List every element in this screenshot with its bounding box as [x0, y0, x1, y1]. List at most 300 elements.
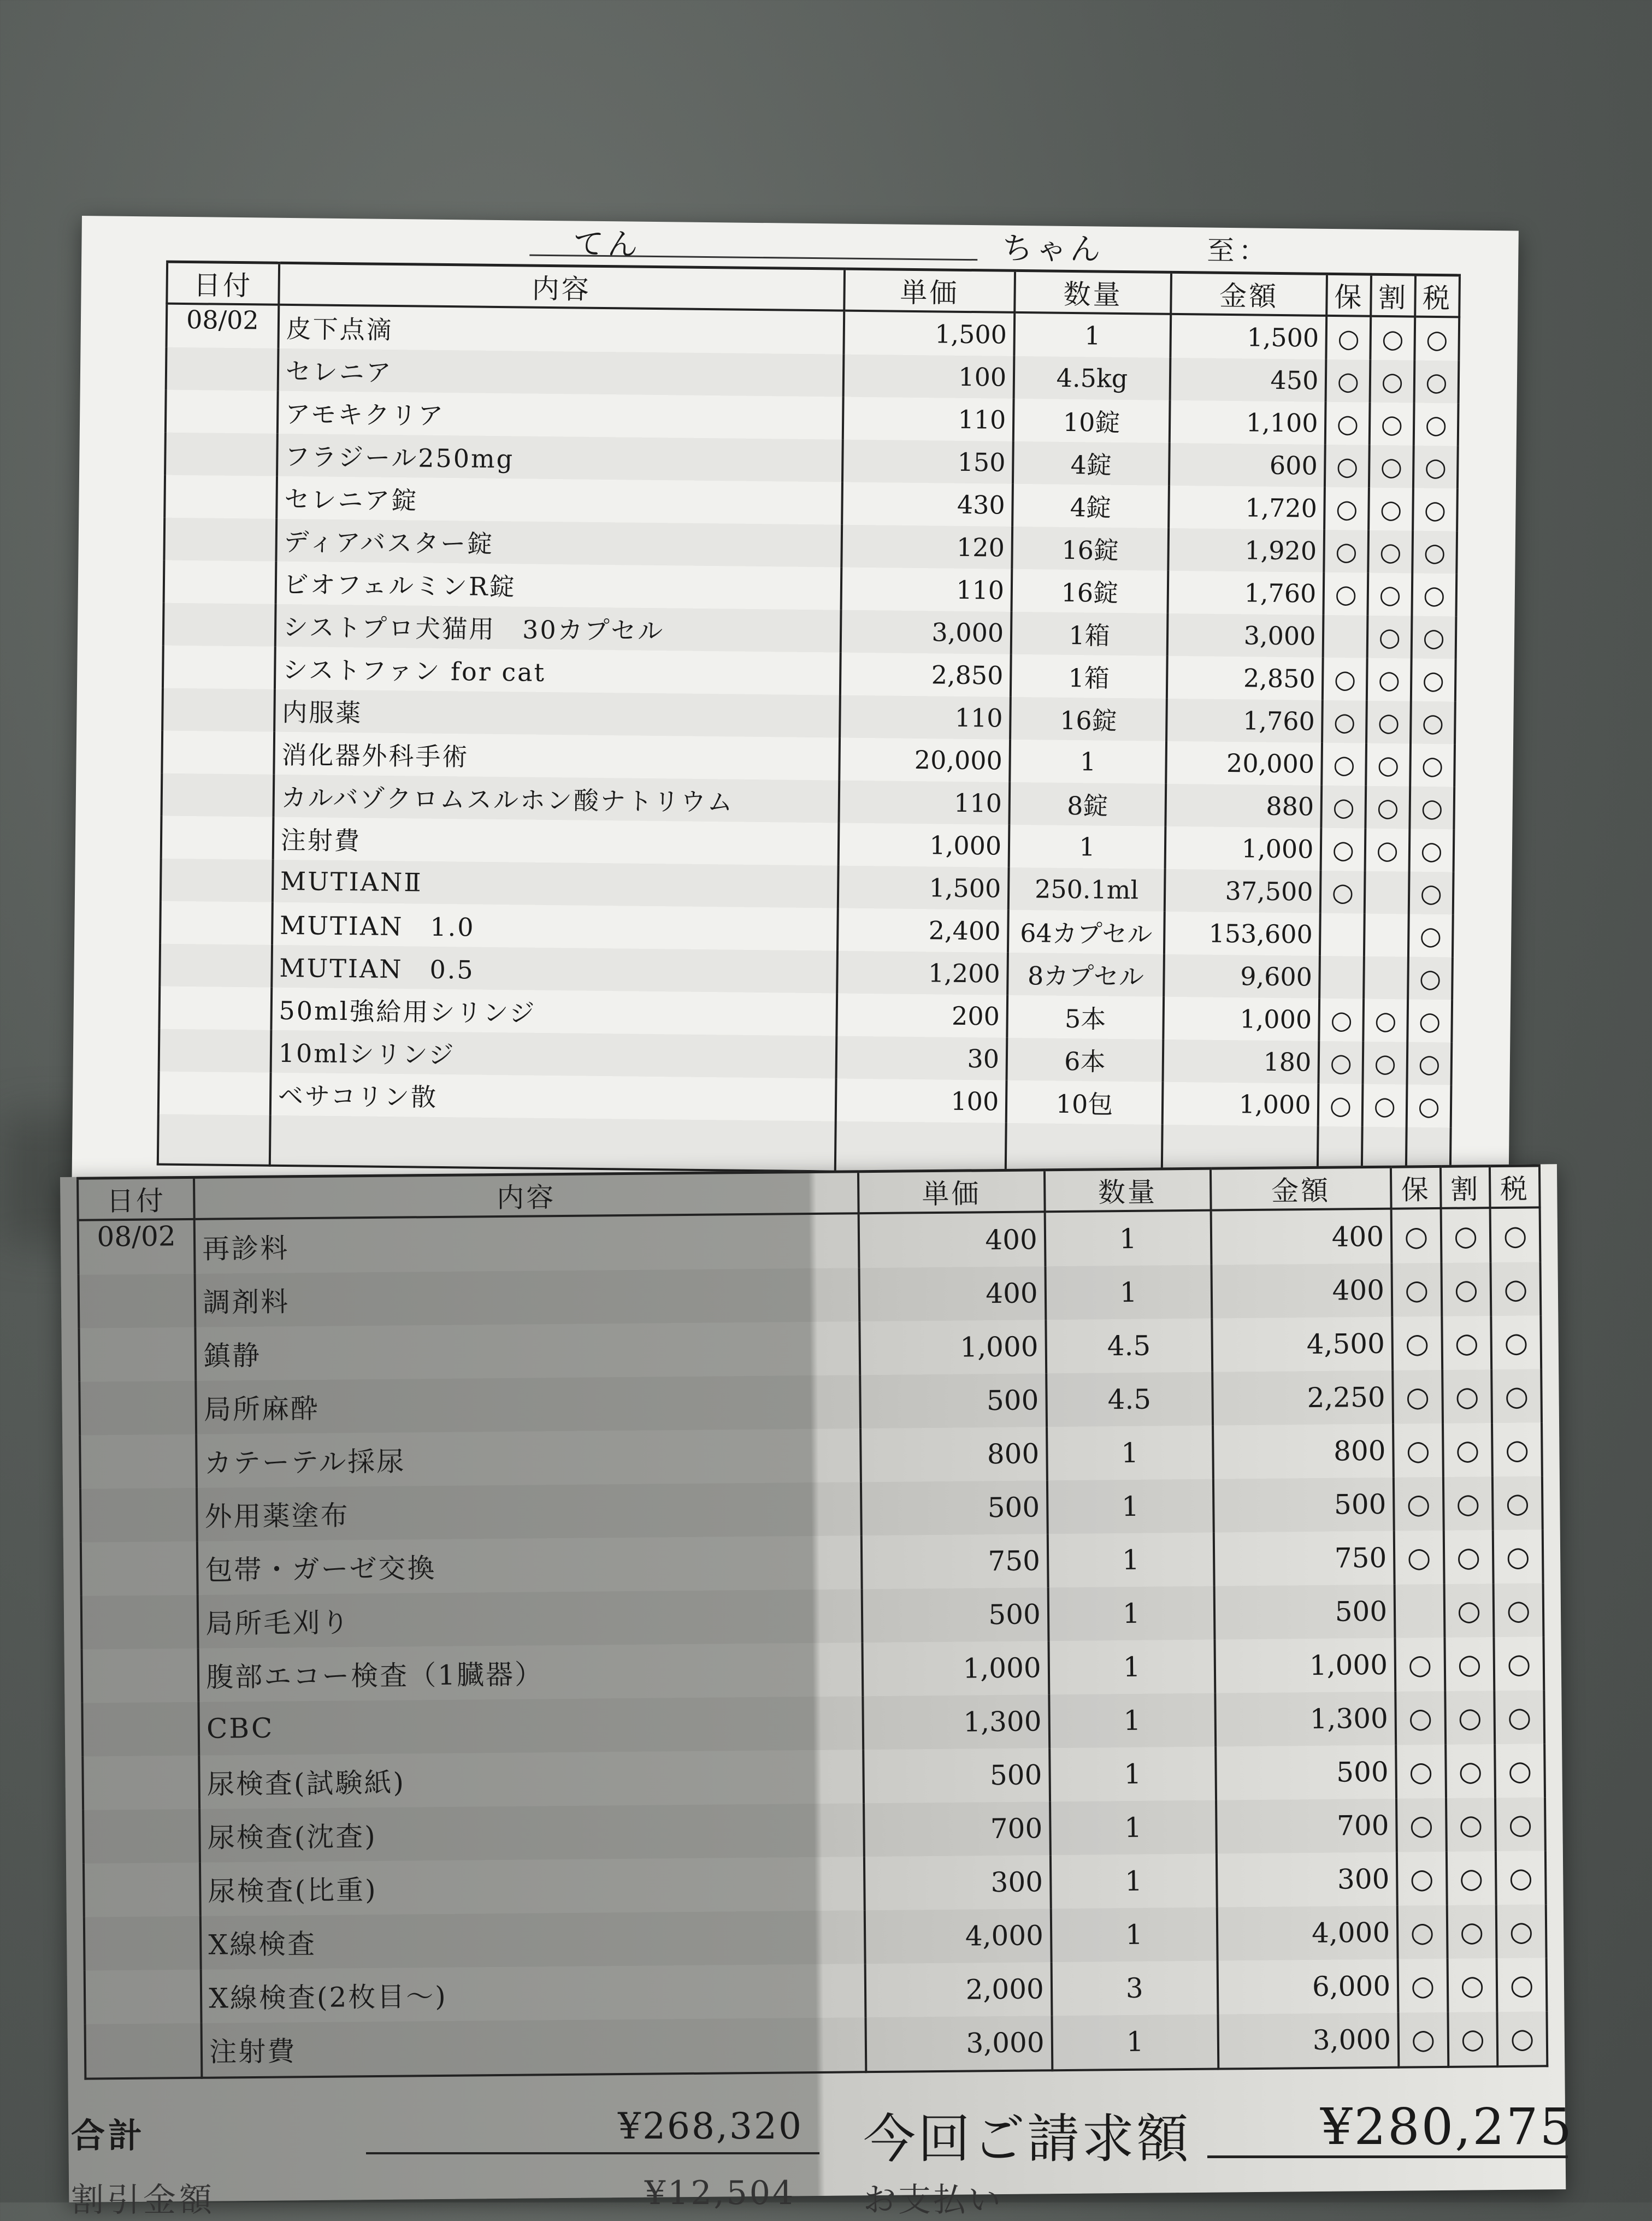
row-date [158, 1072, 271, 1115]
row-insurance-flag: ○ [1395, 1691, 1445, 1745]
row-date [161, 816, 274, 860]
row-amount: 1,100 [1170, 400, 1326, 445]
row-unit-price: 700 [864, 1801, 1051, 1857]
row-unit-price: 400 [859, 1266, 1046, 1321]
row-tax-flag: ○ [1491, 1262, 1541, 1316]
row-amount: 880 [1165, 784, 1321, 828]
row-unit-price: 200 [836, 994, 1007, 1038]
row-insurance-flag [1320, 913, 1365, 956]
invoice-rows-upper [158, 304, 1459, 1178]
row-tax-flag: ○ [1413, 488, 1458, 531]
row-amount: 1,720 [1169, 486, 1325, 530]
row-item: 皮下点滴 [278, 305, 844, 355]
row-insurance-flag: ○ [1325, 487, 1370, 530]
row-discount-flag: ○ [1445, 1691, 1495, 1745]
row-date [163, 603, 276, 647]
row-date [162, 731, 274, 775]
row-unit-price: 1,500 [837, 866, 1008, 910]
invoice-rows-lower [78, 1207, 1548, 2078]
row-item: 注射費 [202, 2017, 866, 2078]
row-amount: 1,000 [1163, 997, 1319, 1041]
row-discount-flag [1364, 956, 1408, 1000]
row-date [79, 1381, 196, 1436]
row-unit-price: 750 [861, 1534, 1048, 1589]
payment-label-cut: お支払い [863, 2181, 1003, 2219]
row-discount-flag: ○ [1370, 403, 1414, 446]
row-insurance-flag: ○ [1322, 743, 1367, 786]
row-date [82, 1649, 199, 1703]
row-date [162, 688, 275, 732]
row-amount: 153,600 [1164, 912, 1320, 956]
row-amount: 500 [1213, 1478, 1394, 1533]
row-discount-flag [1365, 871, 1409, 914]
row-amount: 1,760 [1167, 571, 1324, 615]
row-unit-price: 1,000 [862, 1641, 1049, 1696]
col-date-header: 日付 [167, 262, 279, 305]
row-quantity: 4.5kg [1014, 356, 1170, 400]
row-unit-price: 1,200 [837, 951, 1008, 995]
row-unit-price: 100 [843, 355, 1014, 399]
row-date [83, 1809, 200, 1864]
row-quantity: 1 [1045, 1210, 1211, 1267]
row-amount: 2,250 [1212, 1371, 1393, 1426]
row-discount-flag: ○ [1362, 1084, 1407, 1127]
row-quantity: 1 [1009, 825, 1165, 869]
row-item: X線検査 [200, 1910, 865, 1970]
row-tax-flag: ○ [1414, 317, 1459, 361]
col-amount-header: 金額 [1211, 1167, 1391, 1210]
row-item: CBC [199, 1696, 863, 1756]
row-item: X線検査(2枚目～) [201, 1964, 865, 2023]
row-tax-flag: ○ [1407, 999, 1452, 1042]
row-insurance-flag: ○ [1321, 785, 1366, 829]
row-discount-flag: ○ [1368, 530, 1413, 574]
row-amount: 500 [1214, 1585, 1395, 1640]
row-discount-flag: ○ [1446, 1798, 1496, 1852]
invoice-sheet-upper [72, 216, 1519, 1195]
row-item: 鎮静 [196, 1321, 860, 1381]
row-unit-price: 110 [841, 568, 1012, 612]
row-amount: 20,000 [1166, 741, 1322, 785]
row-tax-flag: ○ [1497, 1958, 1547, 2012]
patient-suffix: ちゃん [1002, 231, 1104, 268]
row-insurance-flag: ○ [1326, 316, 1371, 360]
row-tax-flag: ○ [1412, 574, 1457, 617]
row-quantity: 1 [1047, 1479, 1214, 1534]
row-insurance-flag: ○ [1397, 1852, 1447, 1906]
row-discount-flag: ○ [1443, 1476, 1493, 1531]
totals-section [60, 2098, 1590, 2219]
row-item: シストプロ犬猫用 30カプセル [275, 604, 841, 653]
row-insurance-flag: ○ [1398, 1959, 1448, 2013]
row-date [160, 901, 273, 945]
row-tax-flag: ○ [1409, 872, 1454, 915]
row-insurance-flag: ○ [1325, 445, 1370, 488]
row-quantity: 3 [1051, 1961, 1218, 2016]
row-item: MUTIANⅡ [273, 860, 839, 908]
row-quantity: 1 [1014, 312, 1171, 358]
row-quantity: 64カプセル [1008, 910, 1164, 954]
row-amount: 1,300 [1215, 1692, 1396, 1747]
row-tax-flag: ○ [1495, 1690, 1545, 1744]
row-tax-flag: ○ [1490, 1207, 1541, 1262]
row-insurance-flag: ○ [1392, 1263, 1442, 1317]
row-item: MUTIAN 1.0 [272, 902, 838, 951]
patient-name: てん [573, 226, 641, 263]
request-amount-value: ¥280,275 [1320, 2098, 1573, 2156]
row-quantity: 16錠 [1012, 527, 1168, 571]
col-insurance-header: 保 [1327, 274, 1372, 316]
row-tax-flag: ○ [1494, 1637, 1544, 1691]
row-quantity: 10包 [1006, 1080, 1163, 1125]
invoice-sheet-lower [60, 1164, 1566, 2202]
row-amount: 700 [1216, 1799, 1397, 1854]
row-tax-flag: ○ [1411, 701, 1455, 745]
row-quantity: 4.5 [1046, 1319, 1212, 1374]
row-item: 尿検査(比重) [200, 1857, 864, 1916]
row-insurance-flag [1320, 956, 1365, 999]
row-amount: 1,000 [1162, 1082, 1318, 1126]
row-insurance-flag: ○ [1319, 999, 1364, 1042]
row-unit-price: 300 [864, 1855, 1051, 1910]
row-insurance-flag: ○ [1319, 1041, 1364, 1084]
row-amount: 1,000 [1165, 826, 1321, 871]
row-tax-flag: ○ [1414, 361, 1459, 404]
row-discount-flag: ○ [1367, 616, 1412, 659]
row-discount-flag: ○ [1447, 1958, 1497, 2012]
row-tax-flag: ○ [1410, 744, 1455, 787]
row-insurance-flag: ○ [1321, 828, 1366, 871]
col-content-header: 内容 [194, 1172, 858, 1219]
row-unit-price: 1,300 [863, 1694, 1049, 1750]
row-unit-price: 2,400 [837, 908, 1008, 953]
row-unit-price: 2,000 [865, 1962, 1052, 2017]
blank-cell [270, 1115, 836, 1172]
row-amount: 300 [1216, 1852, 1397, 1907]
row-tax-flag: ○ [1412, 616, 1456, 659]
row-date [162, 773, 274, 817]
row-item: 注射費 [273, 817, 839, 866]
row-date [80, 1434, 197, 1489]
discount-label-cut: 割引金額 [71, 2181, 215, 2219]
row-date [80, 1488, 197, 1543]
row-discount-flag: ○ [1444, 1584, 1494, 1638]
row-amount: 400 [1211, 1263, 1392, 1319]
row-unit-price: 100 [835, 1079, 1006, 1123]
row-unit-price: 500 [862, 1587, 1048, 1643]
row-tax-flag: ○ [1407, 1084, 1452, 1127]
row-insurance-flag [1395, 1584, 1444, 1638]
blank-cell [158, 1114, 270, 1166]
row-tax-flag: ○ [1495, 1797, 1545, 1851]
row-item: 内服薬 [274, 689, 840, 738]
row-date [84, 1863, 200, 1917]
col-tax-header: 税 [1490, 1166, 1539, 1208]
row-date [82, 1702, 199, 1757]
row-quantity: 1箱 [1011, 612, 1167, 656]
row-amount: 6,000 [1217, 1959, 1398, 2015]
row-unit-price: 500 [861, 1480, 1048, 1535]
col-discount-header: 割 [1441, 1166, 1490, 1208]
row-insurance-flag: ○ [1397, 1905, 1447, 1959]
row-discount-flag: ○ [1446, 1744, 1495, 1798]
row-unit-price: 800 [860, 1427, 1047, 1482]
row-item: 調剤料 [195, 1268, 859, 1327]
row-tax-flag: ○ [1493, 1529, 1543, 1584]
row-discount-flag: ○ [1366, 701, 1411, 744]
row-quantity: 4錠 [1012, 484, 1169, 528]
row-tax-flag: ○ [1411, 659, 1456, 702]
row-tax-flag: ○ [1494, 1583, 1544, 1637]
row-date [166, 390, 278, 434]
row-item: MUTIAN 0.5 [272, 945, 837, 994]
row-discount-flag: ○ [1442, 1316, 1491, 1370]
row-quantity: 5本 [1007, 995, 1163, 1039]
row-insurance-flag: ○ [1394, 1531, 1444, 1585]
row-tax-flag: ○ [1409, 829, 1454, 872]
row-insurance-flag: ○ [1393, 1370, 1442, 1424]
row-quantity: 1 [1049, 1693, 1216, 1749]
row-tax-flag: ○ [1414, 403, 1459, 446]
row-amount: 1,000 [1214, 1638, 1395, 1693]
row-quantity: 8カプセル [1007, 953, 1164, 997]
row-discount-flag: ○ [1366, 743, 1411, 787]
row-item: 包帯・ガーゼ交換 [197, 1535, 862, 1595]
row-date [163, 646, 275, 689]
row-item: ビオフェルミンR錠 [275, 562, 841, 610]
row-quantity: 16錠 [1012, 569, 1168, 613]
row-discount-flag: ○ [1447, 1905, 1496, 1959]
row-quantity: 1 [1048, 1586, 1214, 1641]
col-date-header: 日付 [78, 1177, 194, 1220]
row-item: 再診料 [194, 1213, 859, 1274]
row-discount-flag: ○ [1370, 360, 1415, 403]
row-date [164, 560, 276, 604]
row-quantity: 250.1ml [1008, 867, 1165, 912]
row-insurance-flag: ○ [1393, 1423, 1443, 1478]
row-quantity: 1 [1051, 1907, 1218, 1963]
col-quantity-header: 数量 [1045, 1168, 1211, 1212]
row-item: 局所毛刈り [198, 1589, 862, 1649]
row-item: 局所麻酔 [196, 1375, 860, 1434]
row-insurance-flag: ○ [1394, 1477, 1443, 1531]
row-date [79, 1327, 196, 1382]
row-insurance-flag: ○ [1399, 2012, 1448, 2068]
row-unit-price: 3,000 [840, 610, 1011, 654]
row-quantity: 1 [1048, 1533, 1214, 1588]
row-item: カテーテル採尿 [196, 1428, 860, 1488]
row-item: カルバゾクロムスルホン酸ナトリウム [273, 775, 839, 823]
row-discount-flag: ○ [1368, 488, 1413, 531]
col-insurance-header: 保 [1391, 1166, 1441, 1208]
row-amount: 450 [1170, 358, 1326, 402]
row-insurance-flag: ○ [1320, 871, 1365, 914]
row-amount: 180 [1163, 1039, 1319, 1084]
row-amount: 800 [1213, 1424, 1394, 1479]
row-amount: 600 [1169, 443, 1325, 487]
row-amount: 4,000 [1217, 1906, 1397, 1961]
row-unit-price: 400 [858, 1212, 1045, 1268]
row-unit-price: 110 [840, 695, 1011, 740]
row-amount: 500 [1216, 1745, 1396, 1800]
row-item: フラジール250mg [277, 434, 843, 482]
row-quantity: 1 [1049, 1747, 1216, 1802]
row-date [164, 475, 277, 519]
row-tax-flag: ○ [1409, 787, 1454, 830]
subtotal-underline [366, 2152, 819, 2154]
row-tax-flag: ○ [1412, 531, 1457, 574]
row-item: セレニア [278, 348, 843, 397]
col-discount-header: 割 [1371, 274, 1415, 316]
row-quantity: 1 [1051, 1854, 1217, 1909]
row-insurance-flag: ○ [1318, 1084, 1363, 1127]
row-discount-flag: ○ [1365, 829, 1410, 872]
row-insurance-flag [1323, 615, 1368, 658]
row-quantity: 1 [1052, 2015, 1218, 2071]
row-unit-price: 1,500 [843, 311, 1014, 356]
row-amount: 3,000 [1167, 613, 1323, 658]
row-discount-flag: ○ [1367, 658, 1412, 701]
row-date [82, 1756, 199, 1810]
row-insurance-flag: ○ [1392, 1316, 1442, 1371]
row-tax-flag: ○ [1407, 1042, 1452, 1085]
row-amount: 1,920 [1168, 528, 1324, 572]
row-amount: 37,500 [1165, 869, 1321, 913]
col-content-header: 内容 [279, 263, 845, 310]
row-discount-flag [1364, 914, 1409, 957]
row-insurance-flag: ○ [1326, 359, 1371, 403]
row-unit-price: 500 [863, 1748, 1050, 1803]
row-amount: 3,000 [1218, 2013, 1399, 2069]
recipient-label: 至： [1207, 234, 1271, 267]
row-date [164, 518, 276, 562]
row-quantity: 1箱 [1011, 654, 1167, 699]
row-date [165, 433, 278, 476]
row-unit-price: 1,000 [859, 1320, 1046, 1375]
row-discount-flag: ○ [1364, 999, 1408, 1042]
row-discount-flag: ○ [1442, 1369, 1492, 1423]
row-insurance-flag: ○ [1323, 658, 1367, 701]
col-amount-header: 金額 [1171, 272, 1327, 315]
row-insurance-flag: ○ [1324, 572, 1368, 616]
row-discount-flag: ○ [1447, 1851, 1496, 1905]
row-amount: 1,760 [1166, 699, 1323, 743]
row-discount-flag: ○ [1443, 1423, 1492, 1477]
row-quantity: 10錠 [1013, 399, 1170, 443]
row-item: アモキクリア [278, 391, 843, 440]
row-discount-flag: ○ [1363, 1042, 1408, 1085]
row-insurance-flag: ○ [1395, 1638, 1445, 1692]
row-unit-price: 150 [842, 440, 1013, 484]
row-date: 08/02 [166, 304, 279, 348]
row-date [161, 859, 273, 902]
discount-value-cut: ¥12,504 [645, 2174, 796, 2212]
row-tax-flag: ○ [1491, 1315, 1542, 1369]
row-insurance-flag: ○ [1322, 700, 1367, 743]
col-unit-price-header: 単価 [844, 269, 1015, 312]
row-insurance-flag: ○ [1324, 530, 1369, 573]
row-tax-flag: ○ [1408, 914, 1453, 958]
row-amount: 4,500 [1212, 1317, 1393, 1372]
row-discount-flag: ○ [1444, 1637, 1494, 1691]
row-unit-price: 4,000 [864, 1909, 1051, 1964]
patient-header [464, 220, 1338, 270]
subtotal-label: 合計 [71, 2116, 146, 2155]
row-item: セレニア錠 [276, 476, 842, 525]
row-discount-flag: ○ [1441, 1208, 1490, 1263]
row-unit-price: 110 [842, 397, 1013, 441]
invoice-table-lower [76, 1164, 1548, 2080]
row-date [159, 987, 272, 1030]
row-unit-price: 2,850 [840, 653, 1011, 697]
row-date [81, 1595, 198, 1650]
row-unit-price: 20,000 [839, 738, 1010, 782]
row-amount: 400 [1211, 1209, 1391, 1265]
row-discount-flag: ○ [1366, 786, 1411, 829]
row-amount: 750 [1213, 1531, 1394, 1586]
col-unit-price-header: 単価 [858, 1170, 1045, 1213]
row-quantity: 8錠 [1010, 782, 1166, 826]
row-unit-price: 3,000 [865, 2016, 1052, 2072]
row-amount: 1,500 [1170, 314, 1326, 359]
row-tax-flag: ○ [1492, 1422, 1542, 1476]
blank-cell [1006, 1123, 1163, 1175]
row-item: 50ml強給用シリンジ [271, 988, 837, 1036]
row-unit-price: 430 [842, 482, 1013, 527]
row-quantity: 1 [1045, 1265, 1212, 1320]
row-unit-price: 500 [860, 1373, 1047, 1428]
row-unit-price: 120 [841, 525, 1012, 569]
row-quantity: 4.5 [1046, 1372, 1213, 1427]
row-unit-price: 110 [839, 781, 1010, 825]
row-discount-flag: ○ [1441, 1262, 1491, 1316]
row-date [85, 2023, 202, 2079]
row-item: 腹部エコー検査（1臓器） [198, 1643, 863, 1702]
row-quantity: 16錠 [1010, 697, 1166, 741]
row-discount-flag: ○ [1448, 2012, 1497, 2067]
row-item: 消化器外科手術 [274, 732, 840, 781]
row-unit-price: 1,000 [838, 823, 1009, 867]
row-tax-flag: ○ [1496, 1904, 1547, 1958]
row-item: シストファン for cat [275, 647, 841, 695]
request-amount-underline [1207, 2155, 1568, 2158]
row-quantity: 1 [1050, 1800, 1217, 1856]
row-tax-flag: ○ [1496, 1851, 1546, 1905]
row-amount: 2,850 [1167, 656, 1323, 700]
row-quantity: 1 [1047, 1426, 1213, 1481]
subtotal-value: ¥268,320 [618, 2105, 803, 2147]
row-tax-flag: ○ [1413, 446, 1458, 489]
row-item: 尿検査(試験紙) [199, 1750, 863, 1809]
row-tax-flag: ○ [1497, 2011, 1548, 2066]
row-date [81, 1541, 198, 1596]
col-tax-header: 税 [1415, 275, 1460, 317]
row-unit-price: 30 [836, 1036, 1007, 1080]
row-discount-flag: ○ [1371, 316, 1415, 361]
row-quantity: 6本 [1007, 1038, 1163, 1082]
row-date [79, 1274, 196, 1328]
row-tax-flag: ○ [1492, 1369, 1542, 1423]
row-discount-flag: ○ [1368, 573, 1413, 616]
col-quantity-header: 数量 [1014, 270, 1171, 314]
row-amount: 9,600 [1164, 954, 1320, 999]
row-item: 10mlシリンジ [270, 1030, 836, 1079]
row-date [84, 1916, 201, 1971]
row-quantity: 4錠 [1013, 441, 1169, 486]
row-item: ディアバスター錠 [276, 519, 842, 568]
row-tax-flag: ○ [1408, 957, 1453, 1000]
row-date [160, 944, 272, 988]
